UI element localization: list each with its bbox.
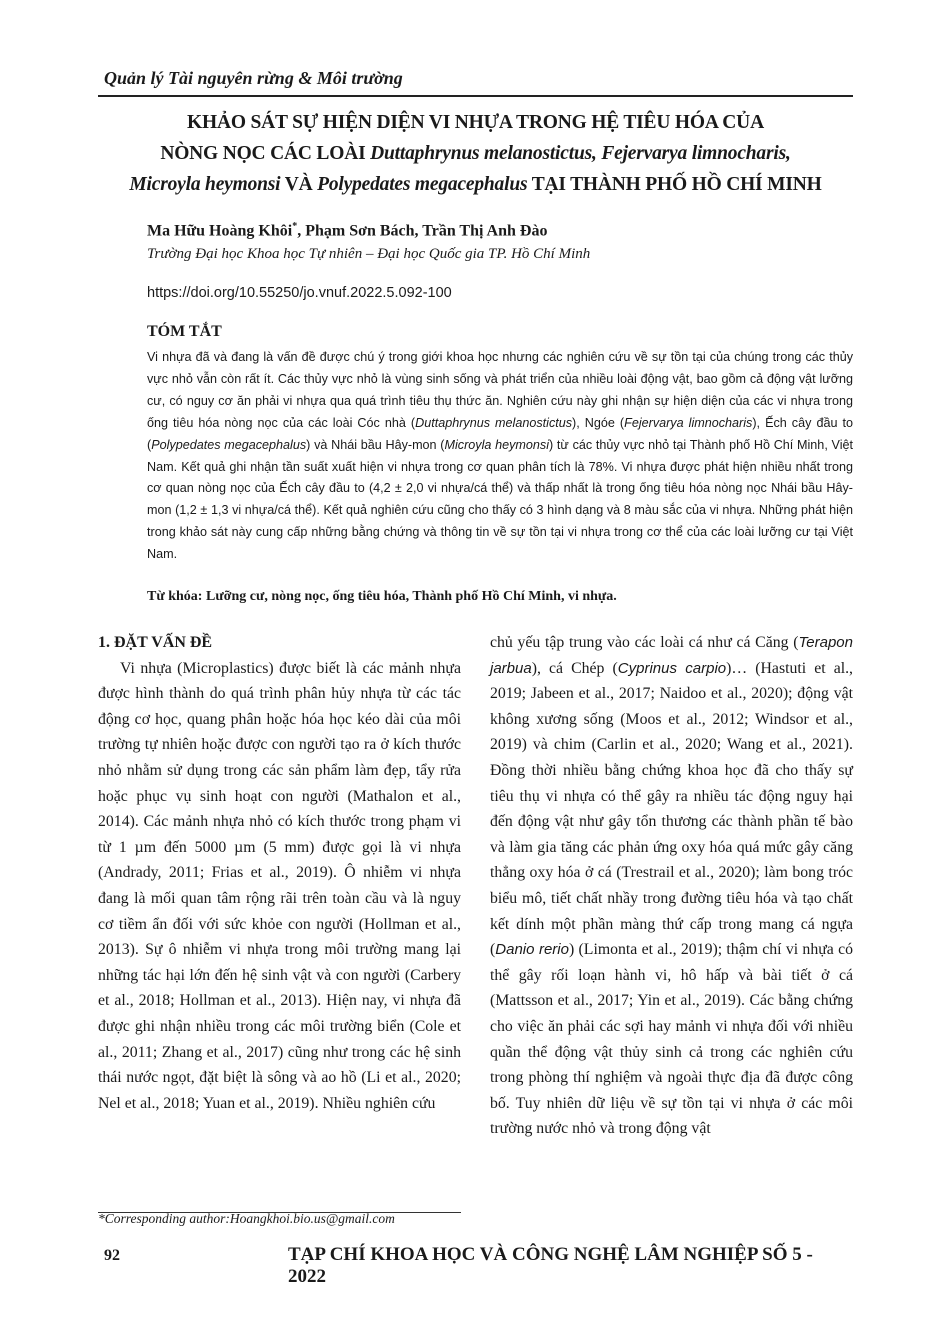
body-paragraph <box>490 630 853 1142</box>
affiliation: Trường Đại học Khoa học Tự nhiên – Đại học Quốc gia TP. Hồ Chí Minh <box>147 246 591 262</box>
abstract-segment: ) từ các thủy vực nhỏ tại Thành phố Hồ Chí Minh, Việt Nam. Kết quả ghi nhận tần suất xuất hiện vi nhựa trong cơ quan phân tích là 78%. Vi nhựa được phát hiện nhiều nhất trong cơ quan nòng nọc của Ếch cây đầu to (4,2 ± 2,0 vi nhựa/cá thể) và thấp nhất là trong ống tiêu hóa nòng nọc Nhái bầu Hây-mon (1,2 ± 1,3 vi nhựa/cá thể). Kết quả nghiên cứu cũng cho thấy có 3 hình dạng và 8 màu sắc của vi nhựa. Những phát hiện trong khảo sát này cung cấp những bằng chứng và thông tin về sự tồn tại vi nhựa trong cơ thể của các loài lưỡng cư tại Việt Nam. <box>147 437 854 562</box>
abstract-segment: ) và Nhái bầu Hây-mon ( <box>306 437 445 452</box>
title-line-3-conjunction: VÀ <box>280 174 318 195</box>
abstract-segment: Vi nhựa đã và đang là vấn đề được chú ý trong giới khoa học nhưng các nghiên cứu về sự tồn tại của chúng trong các thủy vực nhỏ vẫn còn rất ít. Các thủy vực nhỏ là vùng sinh sống và phát triển của nhiều loài động vật, bao gồm cả động vật lưỡng cư, có nguy cơ ăn phải vi nhựa qua quá trình tiêu thụ thức ăn. Nghiên cứu này ghi nhận sự hiện diện của các vi nhựa trong ống tiêu hóa nòng nọc của các loài Cóc nhà ( <box>147 350 853 430</box>
keywords-list: Lưỡng cư, nòng nọc, ống tiêu hóa, Thành phố Hồ Chí Minh, vi nhựa. <box>202 589 617 604</box>
first-author: Ma Hữu Hoàng Khôi <box>147 222 293 240</box>
body-column-right <box>490 630 853 1142</box>
abstract-species: Polypedates megacephalus <box>151 437 307 452</box>
article-title <box>98 107 853 200</box>
body-column-left <box>98 630 461 1116</box>
abstract-text <box>147 347 853 566</box>
abstract-segment: ), Ếch cây đầu to ( <box>147 415 853 452</box>
body-segment: ), cá Chép ( <box>531 659 618 677</box>
doi-link[interactable]: https://doi.org/10.55250/jo.vnuf.2022.5.092-100 <box>147 285 452 301</box>
corresponding-mark: * <box>292 221 298 232</box>
page-number: 92 <box>104 1247 120 1264</box>
title-line-1: KHẢO SÁT SỰ HIỆN DIỆN VI NHỰA TRONG HỆ TIÊU HÓA CỦA <box>187 112 764 133</box>
keywords <box>147 589 617 605</box>
title-line-2-species: Duttaphrynus melanostictus, Fejervarya limnocharis, <box>370 143 791 164</box>
body-species: Terapon jarbua <box>490 634 853 677</box>
body-species: Danio rerio <box>495 941 569 959</box>
body-segment: )… (Hastuti et al., 2019; Jabeen et al., 2017; Naidoo et al., 2020); động vật không xương sống (Moos et al., 2012; Windsor et al., 2019) và chim (Carlin et al., 2020; Wang et al., 2021). Đồng thời nhiều bằng chứng khoa học đã cho thấy sự tiêu thụ vi nhựa có thể gây ra nhiều tác động nguy hại đến động vật như gây tổn thương các thành phần tế bào và làm gia tăng các phản ứng oxy hóa quá mức gây căng thẳng oxy hóa ở cá (Trestrail et al., 2020); làm bong tróc biểu mô, tiết chất nhầy trong đường tiêu hóa và tạo chất kết dính một phần màng thứ cấp trong mang cá ngựa ( <box>490 659 854 959</box>
abstract-species: Fejervarya limnocharis <box>624 415 753 430</box>
title-line-2-prefix: NÒNG NỌC CÁC LOÀI <box>160 143 371 164</box>
corresponding-author-footnote: *Corresponding author:Hoangkhoi.bio.us@gmail.com <box>98 1211 395 1226</box>
title-line-3-species-2: Polypedates megacephalus <box>317 174 528 195</box>
body-species: Cyprinus carpio <box>617 659 727 677</box>
section-title: Quản lý Tài nguyên rừng & Môi trường <box>104 68 403 88</box>
other-authors: , Phạm Sơn Bách, Trần Thị Anh Đào <box>297 222 548 240</box>
abstract-heading: TÓM TẮT <box>147 323 222 340</box>
title-line-3-suffix: TẠI THÀNH PHỐ HỒ CHÍ MINH <box>527 174 822 195</box>
section-heading: 1. ĐẶT VẤN ĐỀ <box>98 634 213 651</box>
body-segment: ) (Limonta et al., 2019); thậm chí vi nhựa có thể gây rối loạn hành vi, hô hấp và bài tiết ở cá (Mattsson et al., 2017; Yin et al., 2019). Các bằng chứng cho việc ăn phải các sợi hay mảnh vi nhựa đối với nhiều quần thể động vật thủy sinh cả trong các nghiên cứu trong phòng thí nghiệm và ngoài thực địa đã được công bố. Tuy nhiên dữ liệu về sự tồn tại vi nhựa ở các môi trường nước nhỏ và trong động vật <box>490 941 854 1138</box>
journal-name: TẠP CHÍ KHOA HỌC VÀ CÔNG NGHỆ LÂM NGHIỆP SỐ 5 - 2022 <box>288 1244 813 1287</box>
abstract-species: Duttaphrynus melanostictus <box>415 415 573 430</box>
abstract-species: Microyla heymonsi <box>444 437 549 452</box>
abstract-segment: ), Ngóe ( <box>572 415 625 430</box>
body-paragraph: Vi nhựa (Microplastics) được biết là các mảnh nhựa được hình thành do quá trình phân hủy nhựa từ các tác động cơ học, quang phân hoặc hóa học kéo dài của môi trường tự nhiên hoặc được con người tạo ra ở kích thước nhỏ nhằm sử dụng trong các sản phẩm làm đẹp, tẩy rửa hoặc phục vụ sinh hoạt con người (Mathalon et al., 2014). Các mảnh nhựa nhỏ có kích thước trong phạm vi từ 1 µm đến 5000 µm (5 mm) được gọi là vi nhựa (Andrady, 2011; Frias et al., 2019). Ô nhiễm vi nhựa đang là mối quan tâm rộng rãi trên toàn cầu và là nguy cơ tiềm ẩn đối với sức khỏe con người (Hollman et al., 2013). Sự ô nhiễm vi nhựa trong môi trường mang lại những tác hại lớn đến hệ sinh vật và con người (Carbery et al., 2018; Hollman et al., 2013). Hiện nay, vi nhựa đã được ghi nhận nhiều trong các môi trường biển (Cole et al., 2011; Zhang et al., 2017) cũng như trong các hệ sinh thái nước ngọt, đặt biệt là sông và ao hồ (Li et al., 2020; Nel et al., 2018; Yuan et al., 2019). Nhiều nghiên cứu <box>98 659 461 1112</box>
author-list <box>147 221 547 240</box>
page-footer <box>98 1244 853 1287</box>
body-segment: chủ yếu tập trung vào các loài cá như cá Căng ( <box>490 634 799 651</box>
keywords-label: Từ khóa: <box>147 589 203 604</box>
running-header <box>98 63 853 97</box>
title-line-3-species-1: Microyla heymonsi <box>129 174 281 195</box>
